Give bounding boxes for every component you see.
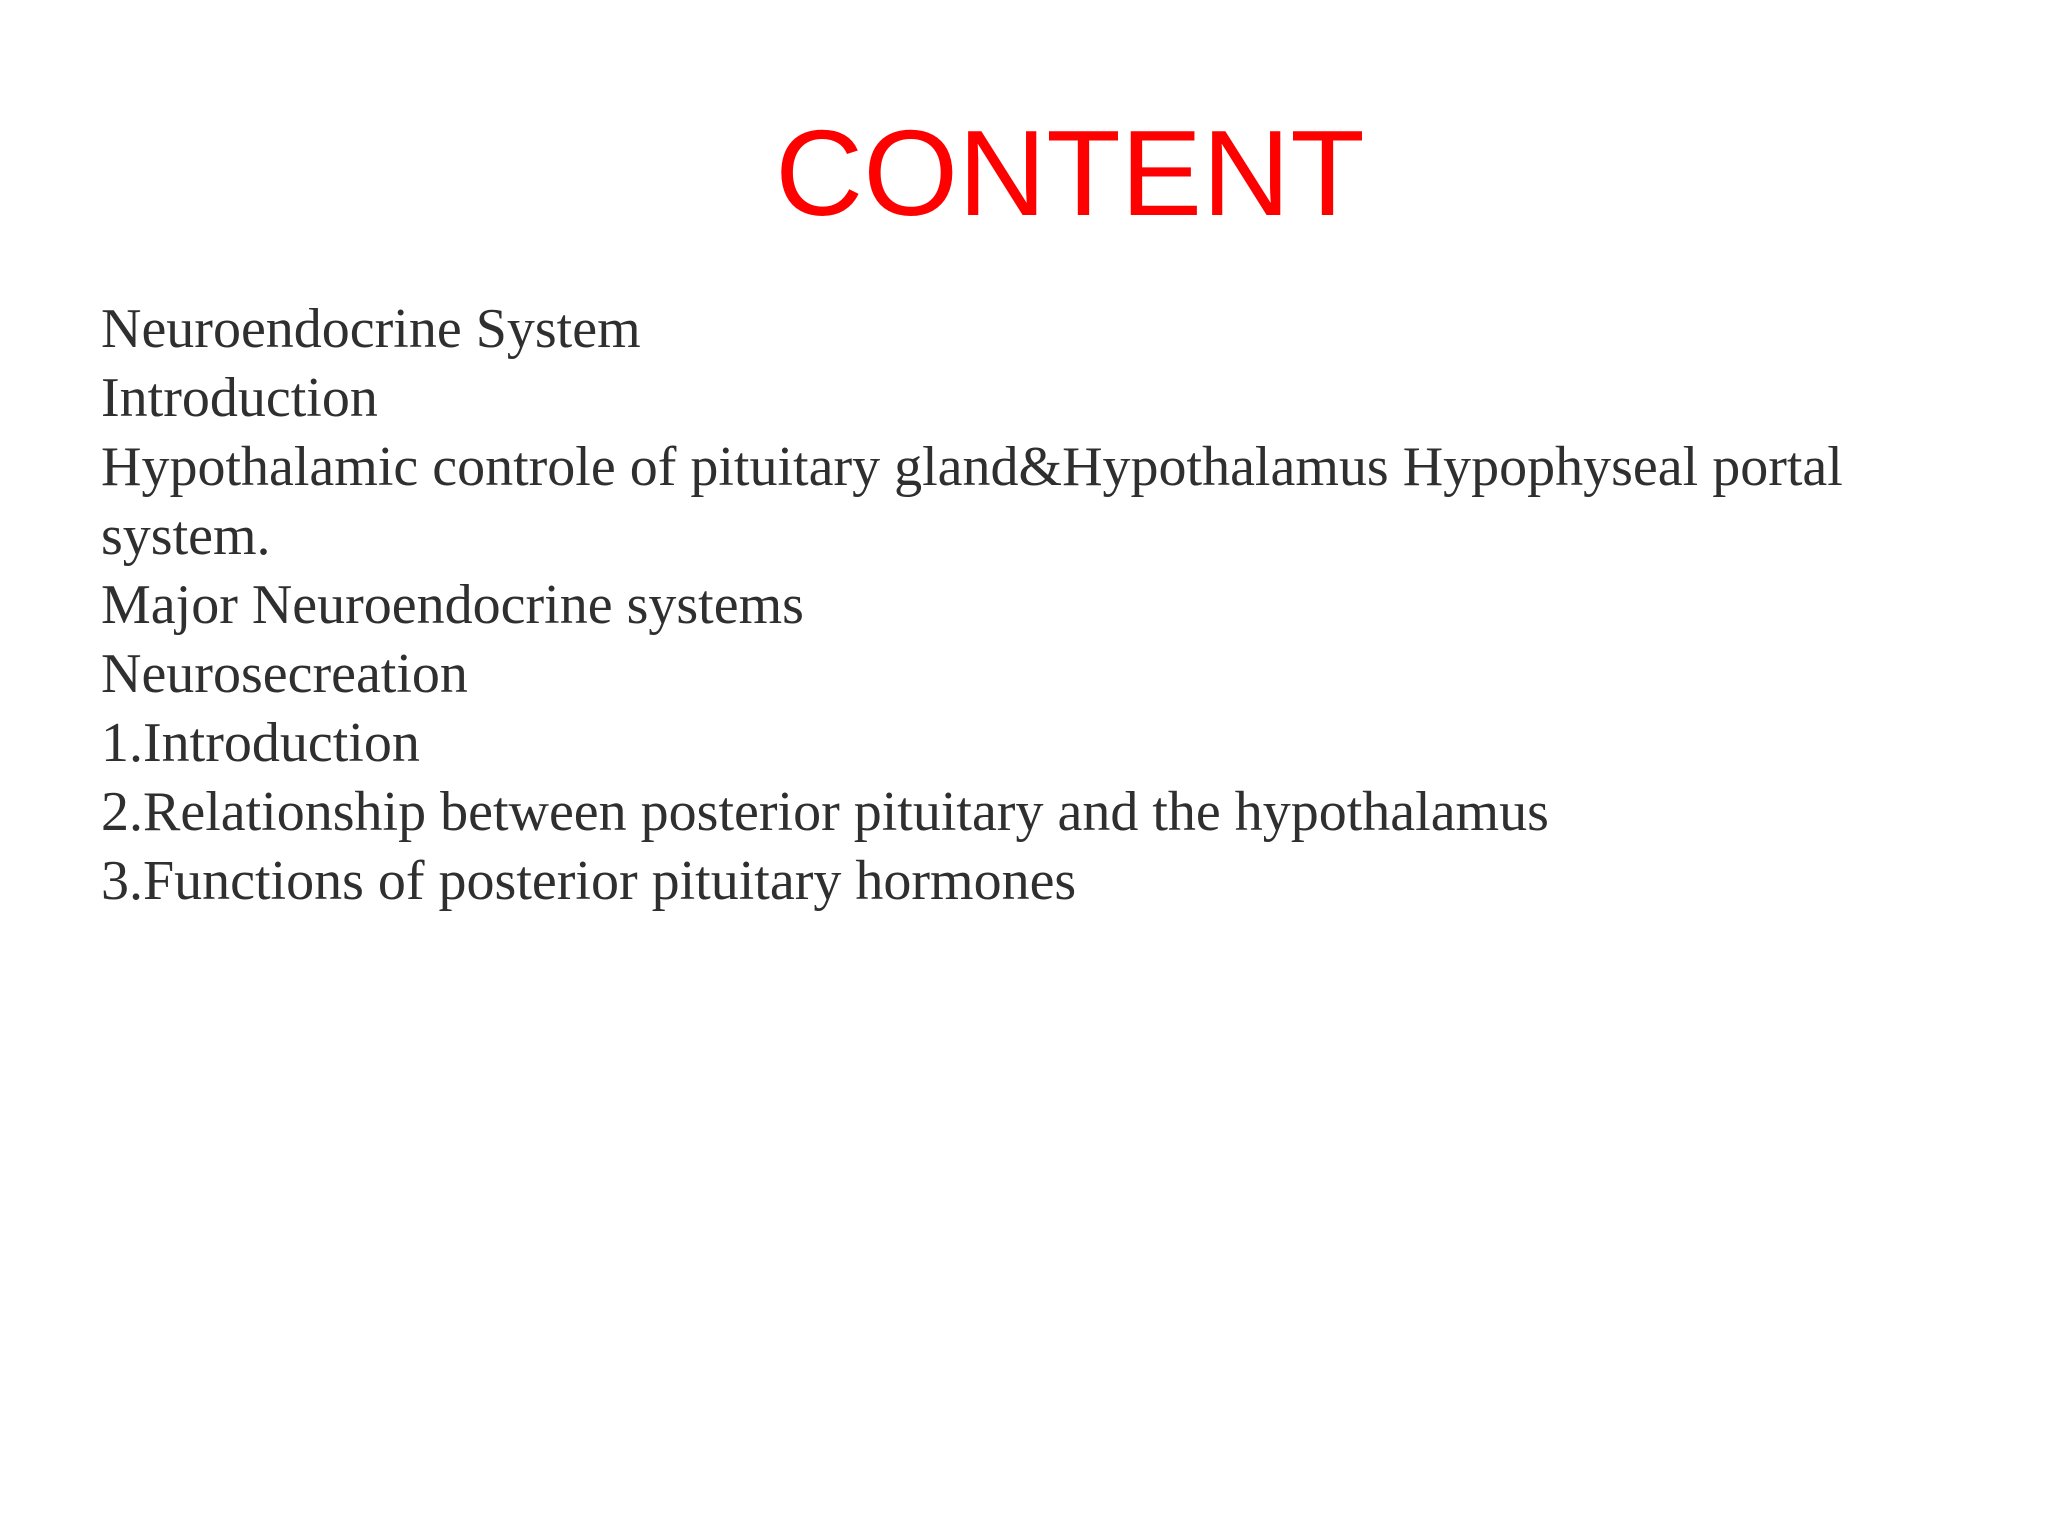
content-item-neuroendocrine-system: Neuroendocrine System	[101, 298, 641, 360]
content-item-neurosecretion: Neurosecreation	[101, 643, 468, 705]
content-item-introduction: Introduction	[101, 367, 378, 429]
content-item-functions: 3.Functions of posterior pituitary hormones	[101, 850, 1077, 912]
content-list	[101, 295, 1981, 916]
content-item-numbered-introduction: 1.Introduction	[101, 712, 420, 774]
content-item-hypothalamic-control: Hypothalamic controle of pituitary gland&Hypothalamus Hypophyseal portal	[101, 436, 1843, 498]
content-item-relationship: 2.Relationship between posterior pituitary and the hypothalamus	[101, 781, 1549, 843]
content-item-hypothalamic-control-continued: system.	[101, 505, 271, 567]
content-item-major-neuroendocrine-systems: Major Neuroendocrine systems	[101, 574, 804, 636]
slide-title: CONTENT	[775, 105, 1365, 241]
